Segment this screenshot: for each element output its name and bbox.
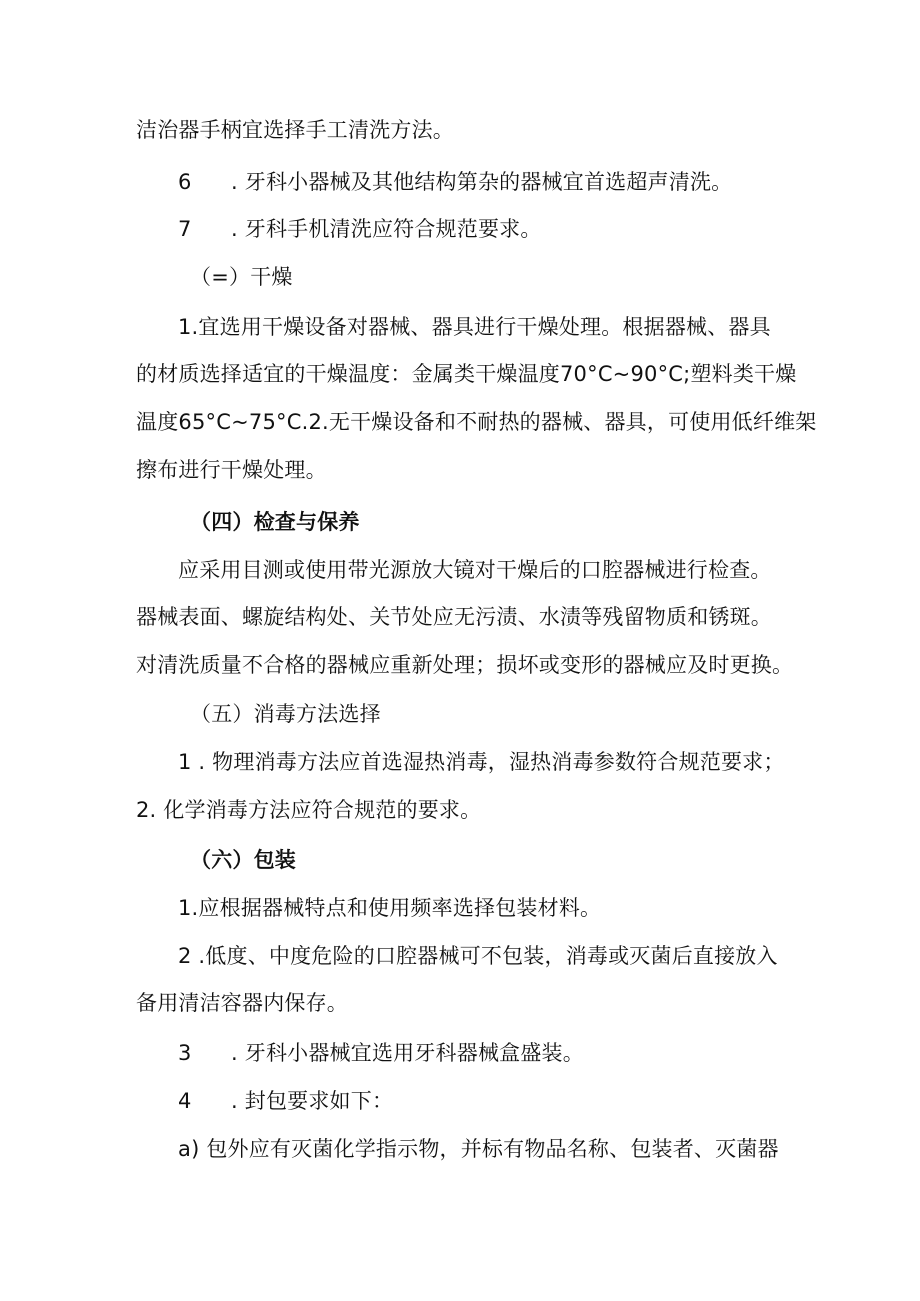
list-text: . 牙科小器械及其他结构第杂的器械宜首选超声清洗。	[231, 170, 733, 194]
list-text: . 封包要求如下：	[231, 1089, 394, 1113]
paragraph-line: 备用清洁容器内保存。	[136, 991, 348, 1015]
section-heading-dry: （=）干燥	[190, 265, 293, 289]
section-heading-check: （四）检查与保养	[190, 510, 360, 534]
paragraph-line: 洁治器手柄宜选择手工清洗方法。	[136, 118, 454, 142]
paragraph-line: 器械表面、螺旋结构处、关节处应无污渍、水渍等残留物质和锈斑。	[136, 605, 772, 629]
paragraph-line: 擦布进行干燥处理。	[136, 458, 327, 482]
section-heading-disinfect: （五）消毒方法选择	[190, 702, 381, 726]
list-number: 6	[178, 170, 192, 194]
list-text: . 牙科手机清洗应符合规范要求。	[231, 217, 542, 241]
list-number: 4	[178, 1089, 192, 1113]
paragraph-line: 对清洗质量不合格的器械应重新处理；损坏或变形的器械应及时更换。	[136, 653, 794, 677]
paragraph-line: 2 .低度、中度危险的口腔器械可不包装，消毒或灭菌后直接放入	[178, 944, 778, 968]
paragraph-line: 的材质选择适宜的干燥温度：金属类干燥温度70°C~90°C;塑料类干燥	[136, 362, 797, 386]
paragraph-line: 1 . 物理消毒方法应首选湿热消毒，湿热消毒参数符合规范要求；	[178, 750, 785, 774]
paragraph-line: 1.应根据器械特点和使用频率选择包装材料。	[178, 896, 602, 920]
paragraph-line: 应采用目测或使用带光源放大镜对干燥后的口腔器械进行检查。	[178, 558, 772, 582]
list-number: 3	[178, 1041, 192, 1065]
paragraph-line: 温度65°C~75°C.2.无干燥设备和不耐热的器械、器具，可使用低纤维架	[136, 410, 817, 434]
paragraph-line: 1.宜选用干燥设备对器械、器具进行干燥处理。根据器械、器具	[178, 315, 771, 339]
list-number: 7	[178, 217, 192, 241]
section-heading-pack: （六）包装	[190, 848, 296, 872]
list-text: . 牙科小器械宜选用牙科器械盒盛装。	[231, 1041, 584, 1065]
paragraph-line: a) 包外应有灭菌化学指示物，并标有物品名称、包装者、灭菌器	[178, 1137, 779, 1161]
paragraph-line: 2. 化学消毒方法应符合规范的要求。	[136, 798, 482, 822]
